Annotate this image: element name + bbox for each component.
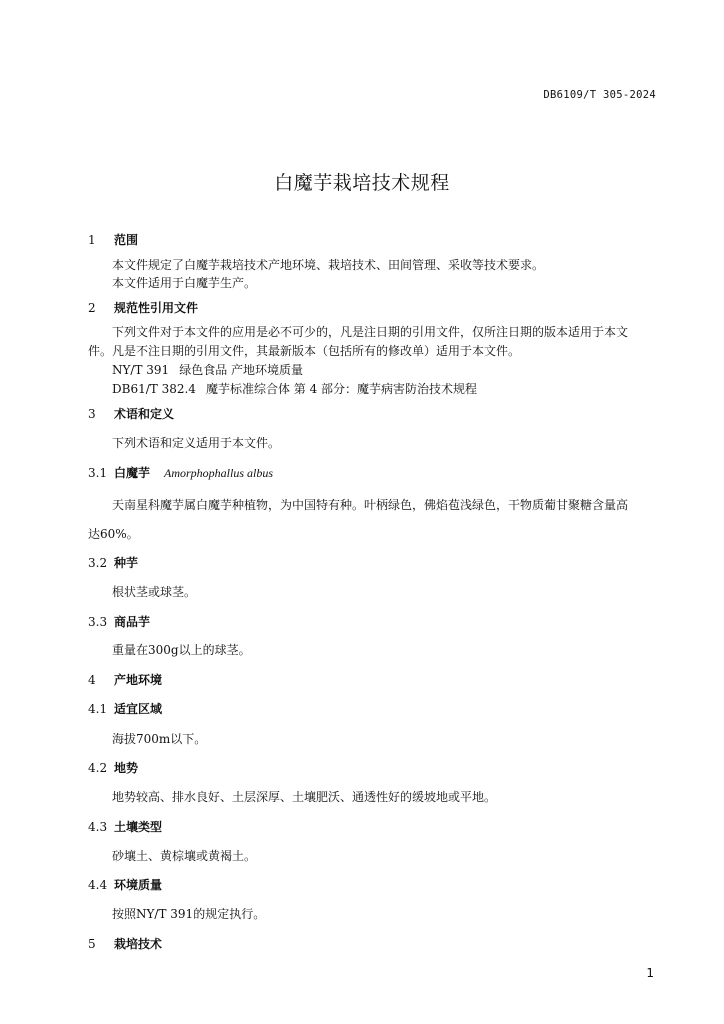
paragraph: 天南星科魔芋属白魔芋种植物，为中国特有种。叶柄绿色，佛焰苞浅绿色，干物质葡甘聚糖含量高 (112, 498, 629, 512)
subsection-title: 适宜区域 (114, 702, 163, 716)
document-title: 白魔芋栽培技术规程 (274, 172, 450, 194)
term-name: 种芋 (114, 556, 139, 570)
paragraph: 件。凡是不注日期的引用文件，其最新版本（包括所有的修改单）适用于本文件。 (88, 344, 521, 358)
subsection-number: 4.1 (88, 702, 108, 716)
term-heading (88, 554, 138, 572)
subsection-heading (88, 876, 162, 894)
subsection-title: 地势 (114, 761, 139, 775)
term-number: 3.3 (88, 615, 108, 629)
paragraph: 地势较高、排水良好、土层深厚、土壤肥沃、通透性好的缓坡地或平地。 (112, 790, 497, 804)
paragraph: 本文件适用于白魔芋生产。 (112, 276, 257, 290)
reference-code: DB61/T 382.4 (112, 382, 196, 396)
reference-item (112, 380, 477, 398)
term-heading (88, 613, 150, 631)
section-number: 2 (88, 301, 96, 315)
paragraph: 海拔700m以下。 (112, 732, 207, 746)
paragraph: 本文件规定了白魔芋栽培技术产地环境、栽培技术、田间管理、采收等技术要求。 (112, 258, 545, 272)
subsection-number: 4.3 (88, 820, 108, 834)
subsection-title: 土壤类型 (114, 820, 163, 834)
paragraph: 按照NY/T 391的规定执行。 (112, 907, 266, 921)
section-title: 术语和定义 (114, 407, 175, 421)
standard-code: DB6109/T 305-2024 (543, 89, 656, 101)
section-title: 栽培技术 (114, 937, 163, 951)
reference-title: 魔芋标准综合体 第 4 部分：魔芋病害防治技术规程 (205, 382, 478, 396)
section-heading (88, 299, 198, 317)
paragraph: 重量在300g以上的球茎。 (112, 643, 251, 657)
paragraph: 达60%。 (88, 527, 139, 541)
term-latin-name: Amorphophallus albus (164, 466, 274, 480)
section-title: 规范性引用文件 (114, 301, 199, 315)
paragraph: 根状茎或球茎。 (112, 585, 197, 599)
section-heading (88, 935, 162, 953)
paragraph: 砂壤土、黄棕壤或黄褐土。 (112, 849, 257, 863)
term-number: 3.2 (88, 556, 108, 570)
section-title: 产地环境 (114, 673, 163, 687)
subsection-number: 4.4 (88, 878, 108, 892)
page-number: 1 (646, 966, 654, 980)
term-name: 白魔芋 (114, 466, 151, 480)
subsection-heading (88, 818, 162, 836)
term-number: 3.1 (88, 466, 108, 480)
section-heading (88, 671, 162, 689)
section-title: 范围 (114, 233, 139, 247)
term-heading (88, 464, 273, 482)
section-number: 3 (88, 407, 96, 421)
section-heading (88, 231, 138, 249)
reference-code: NY/T 391 (112, 363, 170, 377)
subsection-number: 4.2 (88, 761, 108, 775)
subsection-heading (88, 700, 162, 718)
subsection-title: 环境质量 (114, 878, 163, 892)
reference-title: 绿色食品 产地环境质量 (179, 363, 304, 377)
section-number: 1 (88, 233, 96, 247)
section-heading (88, 405, 174, 423)
section-number: 5 (88, 937, 96, 951)
section-number: 4 (88, 673, 96, 687)
paragraph: 下列文件对于本文件的应用是必不可少的，凡是注日期的引用文件，仅所注日期的版本适用于本文 (112, 325, 629, 339)
subsection-heading (88, 759, 138, 777)
reference-item (112, 361, 303, 379)
paragraph: 下列术语和定义适用于本文件。 (112, 436, 281, 450)
term-name: 商品芋 (114, 615, 151, 629)
